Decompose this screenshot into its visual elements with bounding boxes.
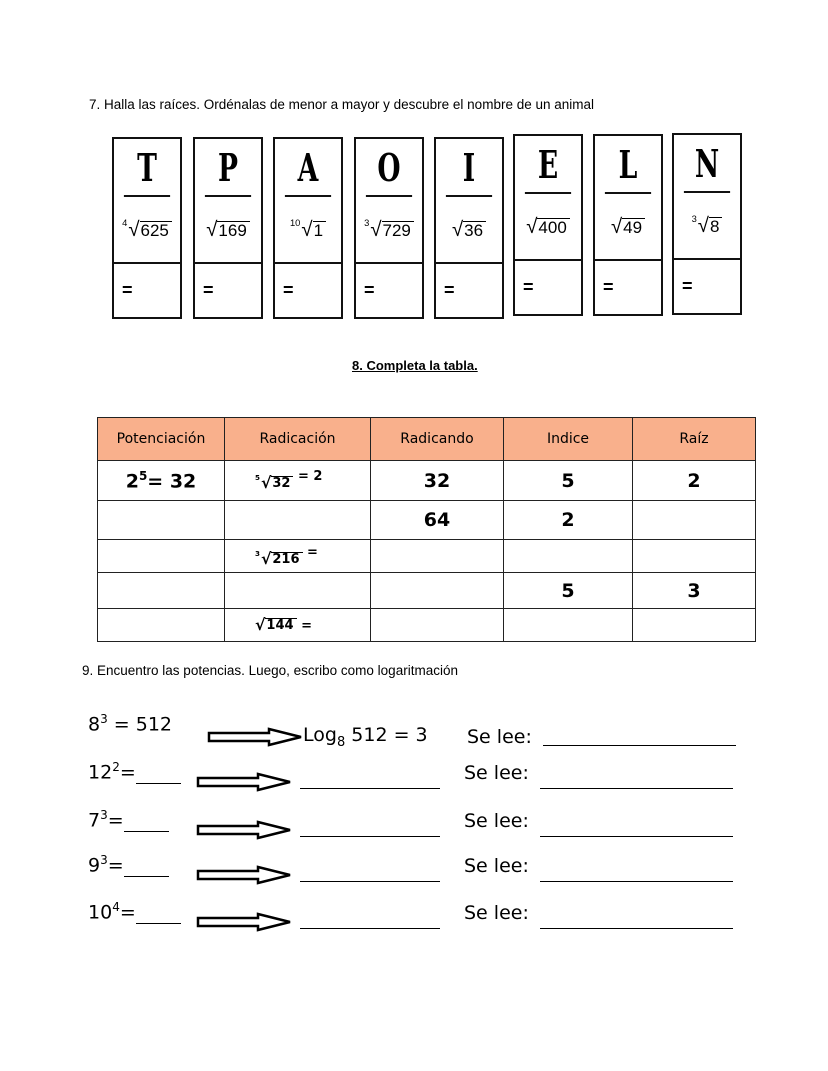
card-letter: T <box>124 139 170 197</box>
question-8-title: 8. Completa la tabla. <box>352 358 478 373</box>
se-lee-label: Se lee: <box>467 726 532 748</box>
card-letter: O <box>366 139 412 197</box>
cell-indice: 2 <box>504 501 633 540</box>
cell-radicando[interactable] <box>371 540 504 573</box>
card-radical: √ 36 <box>436 197 502 264</box>
header-raiz: Raíz <box>633 418 756 461</box>
header-indice: Indice <box>504 418 633 461</box>
cell-raiz: 3 <box>633 573 756 609</box>
header-radicando: Radicando <box>371 418 504 461</box>
cell-radicando: 32 <box>371 461 504 501</box>
cell-radicacion: √ 144 = <box>225 609 371 642</box>
reading-answer-blank[interactable] <box>543 727 736 746</box>
header-potenciacion: Potenciación <box>98 418 225 461</box>
power-row: $12^2=$ <box>88 760 181 784</box>
card-answer[interactable]: = <box>682 276 693 296</box>
card-letter: N <box>684 135 730 193</box>
card-radical: 10 √ 1 <box>275 197 341 264</box>
letter-card <box>273 137 343 319</box>
cell-potenciacion[interactable] <box>98 573 225 609</box>
cell-potenciacion[interactable] <box>98 501 225 540</box>
cell-radicacion[interactable] <box>225 501 371 540</box>
cell-potenciacion[interactable] <box>98 609 225 642</box>
card-letter: A <box>285 139 331 197</box>
cell-indice: 5 <box>504 573 633 609</box>
letter-card <box>593 134 663 316</box>
log-answer-blank[interactable] <box>300 818 440 837</box>
cell-raiz[interactable] <box>633 501 756 540</box>
card-radical: 3 √ 8 <box>674 193 740 260</box>
se-lee-label: Se lee: <box>464 902 529 924</box>
table-row <box>98 501 756 540</box>
card-answer[interactable]: = <box>603 277 614 297</box>
cell-raiz[interactable] <box>633 540 756 573</box>
answer-blank[interactable] <box>124 809 169 832</box>
cell-radicando[interactable] <box>371 573 504 609</box>
card-letter: L <box>605 136 651 194</box>
cell-radicacion: 5 √ 32 = 2 <box>225 461 371 501</box>
arrow-icon <box>196 865 292 890</box>
letter-card <box>193 137 263 319</box>
letter-card <box>513 134 583 316</box>
card-answer[interactable]: = <box>523 277 534 297</box>
letter-card <box>112 137 182 319</box>
cell-potenciacion: $2^5= 32$ <box>98 461 225 501</box>
reading-answer-blank[interactable] <box>540 863 733 882</box>
reading-answer-blank[interactable] <box>540 818 733 837</box>
card-letter: I <box>446 139 492 197</box>
card-answer[interactable]: = <box>364 280 375 300</box>
question-9-title: 9. Encuentro las potencias. Luego, escribo como logaritmación <box>82 663 458 678</box>
power-row: $9^3=$ <box>88 853 169 877</box>
example-row: $8^3 = 512$ <box>88 712 173 736</box>
card-answer[interactable]: = <box>203 280 214 300</box>
reading-answer-blank[interactable] <box>540 770 733 789</box>
answer-blank[interactable] <box>124 854 169 877</box>
card-radical: √ 169 <box>195 197 261 264</box>
arrow-icon <box>196 772 292 797</box>
question-7-title: 7. Halla las raíces. Ordénalas de menor a mayor y descubre el nombre de un animal <box>89 97 595 112</box>
card-answer[interactable]: = <box>283 280 294 300</box>
se-lee-label: Se lee: <box>464 762 529 784</box>
card-answer[interactable]: = <box>444 280 455 300</box>
card-radical: 3 √ 729 <box>356 197 422 264</box>
cell-indice: 5 <box>504 461 633 501</box>
arrow-icon <box>196 820 292 845</box>
reading-answer-blank[interactable] <box>540 910 733 929</box>
table-row <box>98 540 756 573</box>
completion-table <box>97 417 756 642</box>
table-row <box>98 573 756 609</box>
cell-indice[interactable] <box>504 609 633 642</box>
table-header-row <box>98 418 756 461</box>
cell-potenciacion[interactable] <box>98 540 225 573</box>
cell-raiz: 2 <box>633 461 756 501</box>
log-answer-blank[interactable] <box>300 770 440 789</box>
log-answer-blank[interactable] <box>300 910 440 929</box>
power-row: $7^3=$ <box>88 808 169 832</box>
card-radical: √ 400 <box>515 194 581 261</box>
se-lee-label: Se lee: <box>464 810 529 832</box>
letter-card <box>434 137 504 319</box>
letter-card <box>672 133 742 315</box>
arrow-icon <box>207 727 303 752</box>
cell-radicando: 64 <box>371 501 504 540</box>
cell-radicacion: 3 √ 216 = <box>225 540 371 573</box>
cell-raiz[interactable] <box>633 609 756 642</box>
log-answer-blank[interactable] <box>300 863 440 882</box>
cell-radicando[interactable] <box>371 609 504 642</box>
cell-radicacion[interactable] <box>225 573 371 609</box>
table-row <box>98 609 756 642</box>
card-answer[interactable]: = <box>122 280 133 300</box>
cell-indice[interactable] <box>504 540 633 573</box>
card-letter: P <box>205 139 251 197</box>
card-letter: E <box>525 136 571 194</box>
example-log: Log$_8$ 512 = 3 <box>303 724 428 750</box>
power-row: $10^4=$ <box>88 900 181 924</box>
arrow-icon <box>196 912 292 937</box>
answer-blank[interactable] <box>136 901 181 924</box>
header-radicacion: Radicación <box>225 418 371 461</box>
card-radical: 4 √ 625 <box>114 197 180 264</box>
table-row <box>98 461 756 501</box>
se-lee-label: Se lee: <box>464 855 529 877</box>
card-radical: √ 49 <box>595 194 661 261</box>
letter-card <box>354 137 424 319</box>
answer-blank[interactable] <box>136 761 181 784</box>
